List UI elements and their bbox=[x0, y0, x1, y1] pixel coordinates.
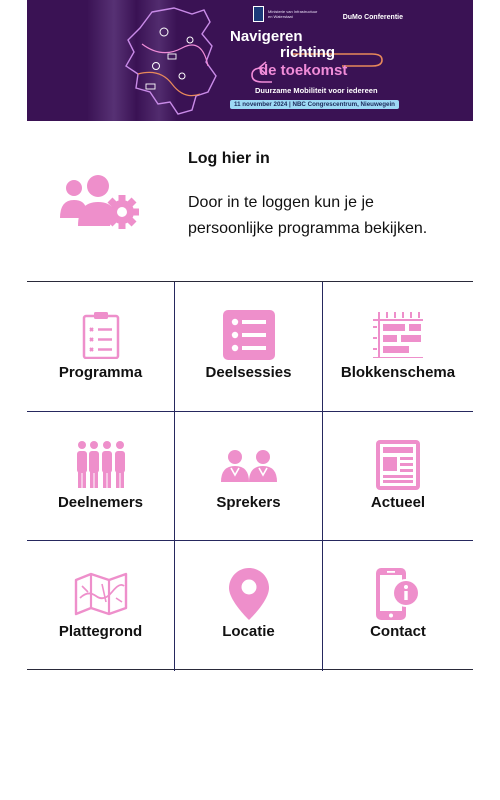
tile-label: Contact bbox=[370, 623, 426, 640]
clipboard-checklist-icon bbox=[81, 311, 121, 359]
event-banner bbox=[27, 0, 473, 121]
banner-subtitle: Duurzame Mobiliteit voor iedereen bbox=[255, 86, 378, 95]
login-description[interactable]: Door in te loggen kun je je persoonlijke programma bekijken. bbox=[188, 194, 428, 237]
banner-title-line3: de toekomst bbox=[259, 62, 348, 79]
tile-programma[interactable] bbox=[27, 282, 175, 412]
list-icon bbox=[223, 310, 275, 360]
tile-locatie[interactable] bbox=[175, 541, 323, 671]
netherlands-map-illustration bbox=[112, 4, 222, 118]
tile-label: Plattegrond bbox=[58, 623, 143, 640]
tile-label: Deelnemers bbox=[57, 494, 144, 511]
banner-title-line1: Navigeren bbox=[230, 28, 303, 45]
ministry-name: Ministerie van Infrastructuur en Waterstaat bbox=[268, 9, 318, 19]
tile-contact[interactable] bbox=[323, 541, 473, 671]
tile-deelsessies[interactable] bbox=[175, 282, 323, 412]
tile-plattegrond[interactable] bbox=[27, 541, 175, 671]
conference-name: DuMo Conferentie bbox=[342, 14, 403, 21]
people-group-icon bbox=[76, 440, 126, 490]
phone-info-icon bbox=[375, 568, 421, 620]
tile-sprekers[interactable] bbox=[175, 412, 323, 541]
tile-label: Deelsessies bbox=[205, 364, 292, 381]
folded-map-icon bbox=[74, 572, 128, 616]
tile-label: Actueel bbox=[370, 494, 426, 511]
speakers-icon bbox=[221, 448, 277, 482]
menu-grid bbox=[27, 281, 473, 670]
tile-label: Programma bbox=[58, 364, 143, 381]
tile-deelnemers[interactable] bbox=[27, 412, 175, 541]
ministry-logo bbox=[253, 6, 320, 22]
tile-actueel[interactable] bbox=[323, 412, 473, 541]
tile-label: Blokkenschema bbox=[340, 364, 456, 381]
banner-title-line2: richting bbox=[280, 44, 335, 61]
crest-icon bbox=[253, 6, 264, 22]
tile-label: Locatie bbox=[222, 623, 275, 640]
map-pin-icon bbox=[229, 568, 269, 620]
login-title[interactable]: Log hier in bbox=[188, 150, 270, 167]
date-location-badge: 11 november 2024 | NBC Congrescentrum, Nieuwegein bbox=[230, 100, 399, 109]
tile-label: Sprekers bbox=[216, 494, 281, 511]
tile-blokkenschema[interactable] bbox=[323, 282, 473, 412]
schedule-grid-icon bbox=[371, 312, 425, 358]
users-gear-icon[interactable] bbox=[60, 174, 140, 230]
newspaper-icon bbox=[376, 440, 420, 490]
banner-title bbox=[227, 28, 382, 80]
